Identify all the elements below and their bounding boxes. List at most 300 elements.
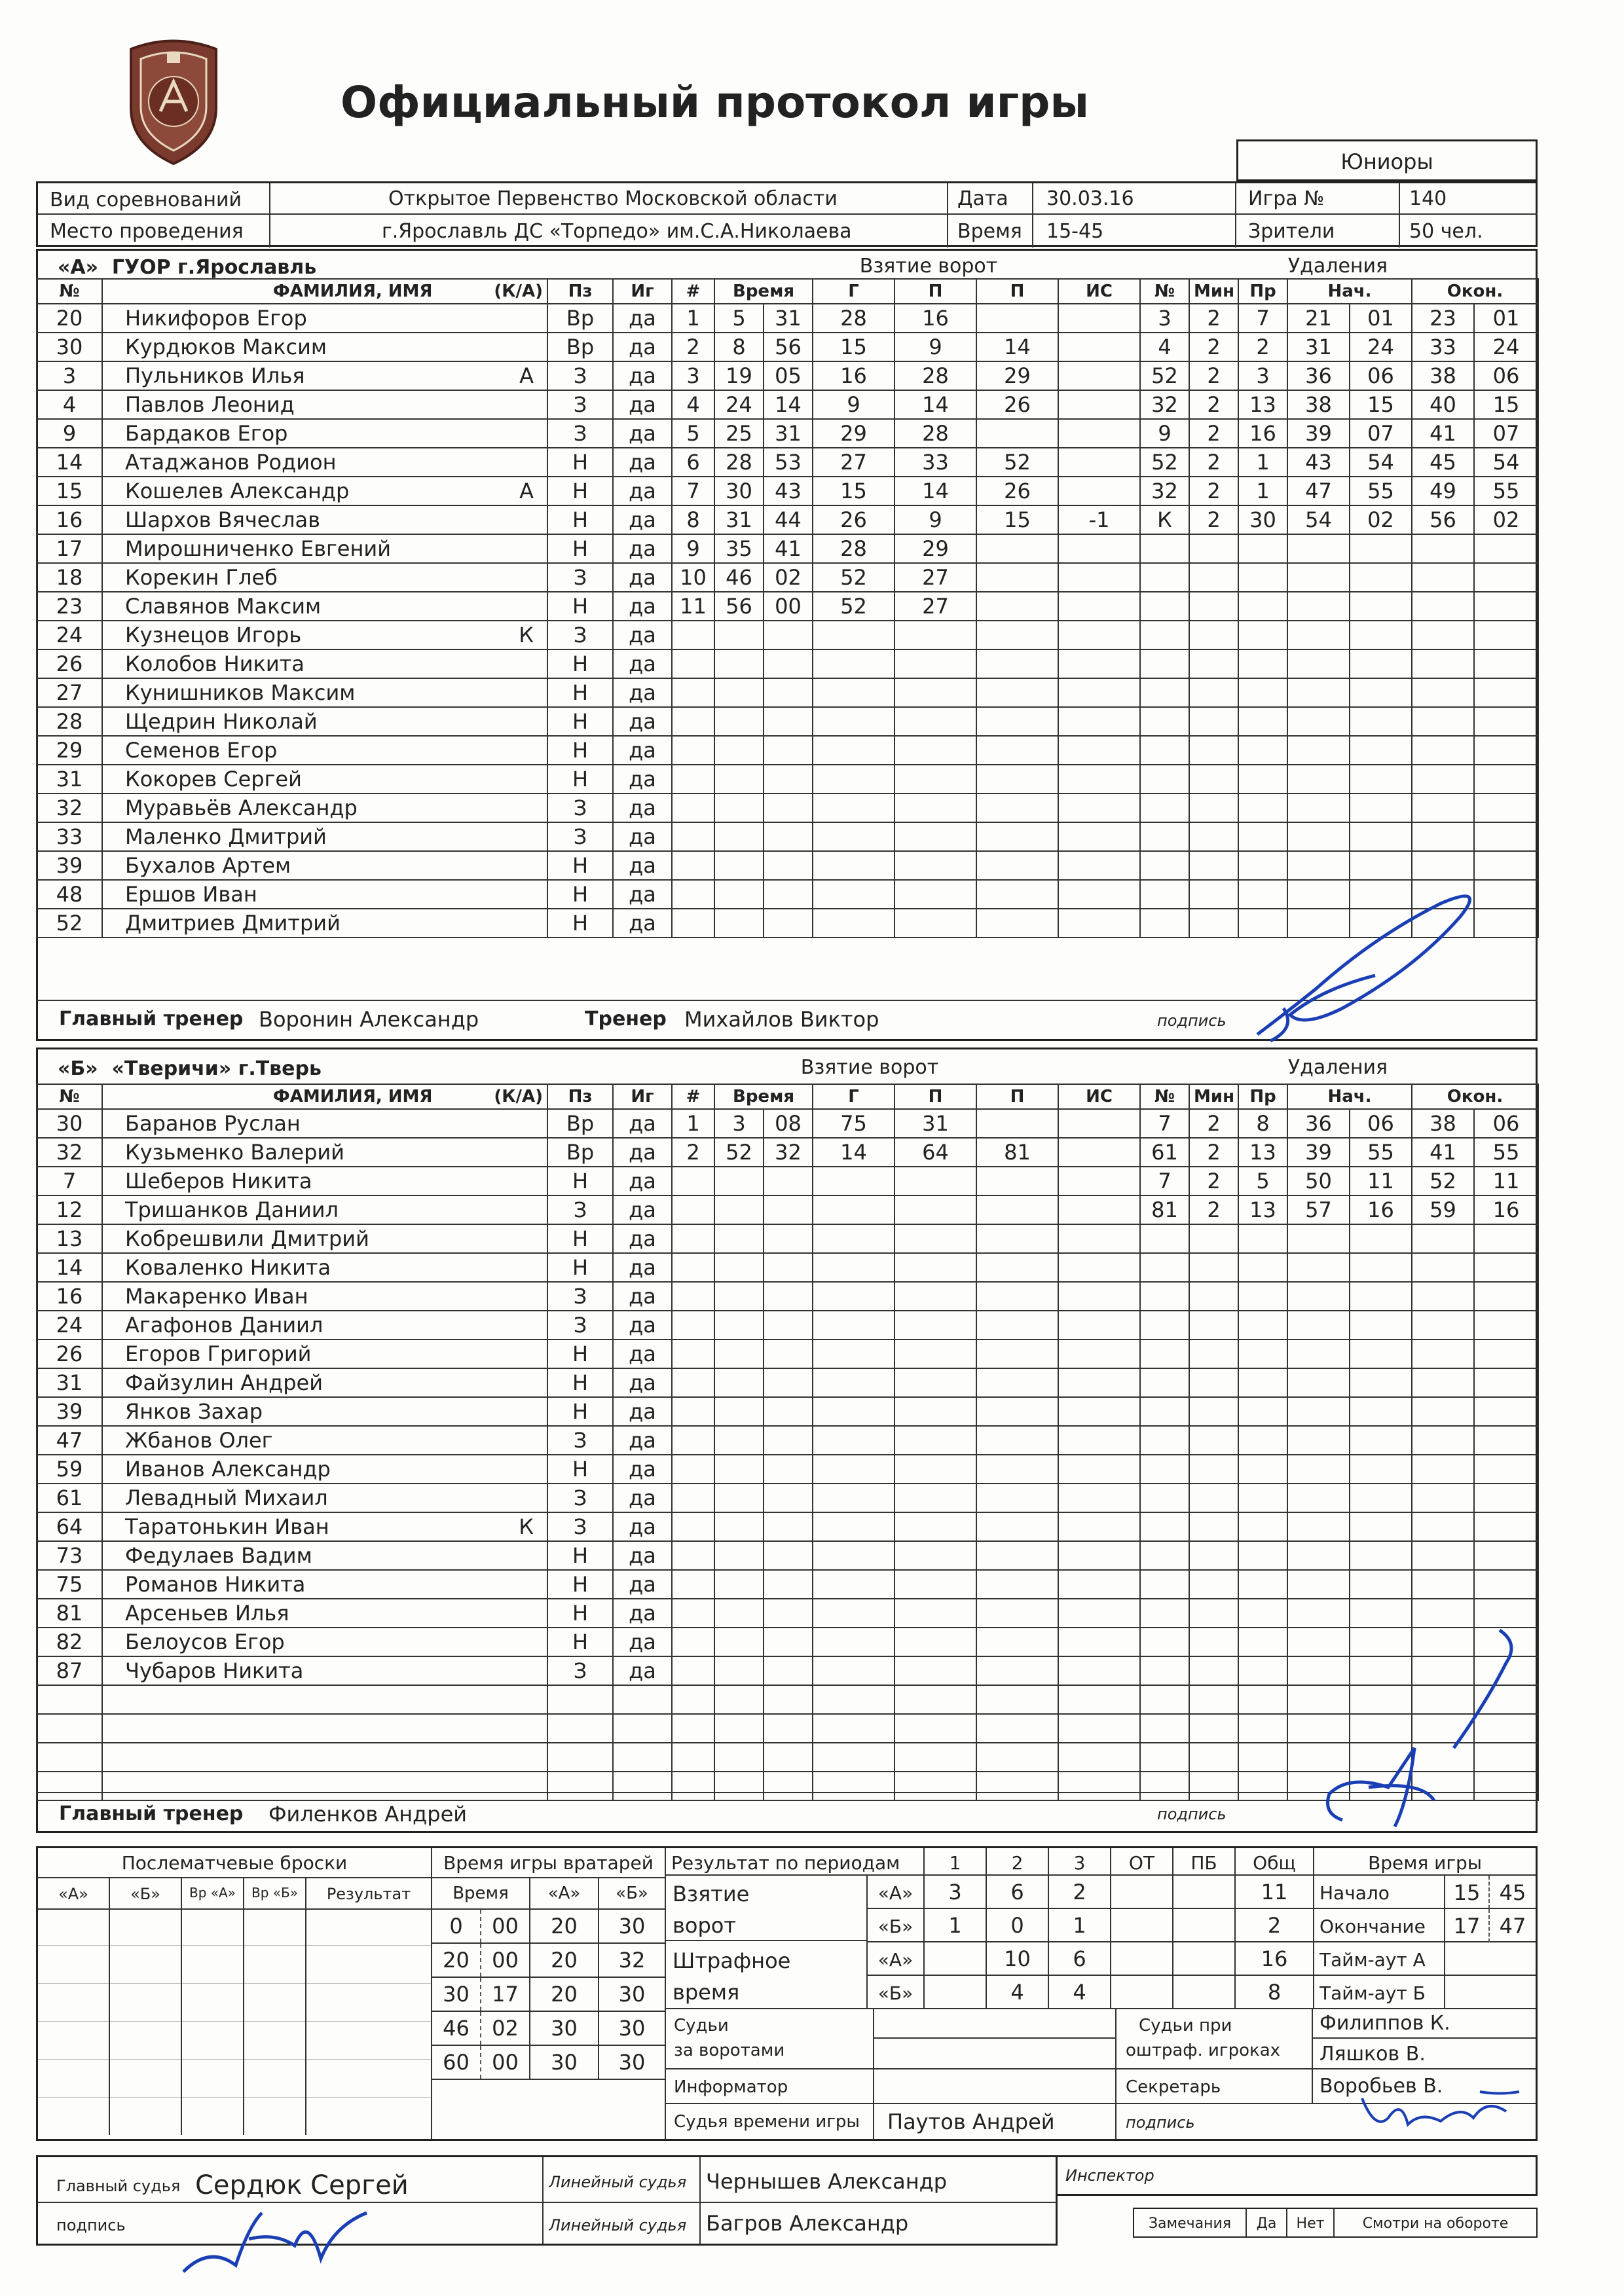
roster-row [37,1484,672,1512]
player-name-text: Кокорев Сергей [125,767,302,792]
penalty-start-sec [1350,793,1412,822]
shootout-cell [244,1945,306,1983]
remarks-yes[interactable]: Да [1247,2209,1287,2236]
goalie-a-number: 20 [530,1910,599,1942]
penalty-minutes [1189,1224,1238,1253]
timeout-b-label: Тайм-аут Б [1314,1976,1445,2009]
penalty-reason [1238,621,1287,649]
penalty-end-sec: 06 [1474,1109,1538,1138]
inspector-label: Инспектор [1065,2166,1154,2185]
penalty-reason [1238,1484,1287,1512]
goal-assist-2 [976,563,1058,592]
penalty-minutes [1189,1484,1238,1512]
time-value: 15-45 [1033,215,1236,247]
player-position: Н [547,534,613,563]
goalie-change-second: 00 [481,2046,530,2079]
period-value [1172,1942,1234,1975]
roster-row [37,1224,672,1253]
period-team-label: «А» [877,1882,913,1904]
player-number: 28 [37,707,102,736]
goal-scorer [813,793,895,822]
remarks-no[interactable]: Нет [1287,2209,1335,2236]
player-name [102,448,547,477]
goal-number [672,621,714,649]
period-value [1172,1909,1234,1941]
player-position: З [547,1512,613,1541]
goal-assist-2 [976,1656,1058,1685]
penalty-player [1140,1628,1189,1656]
goal-number: 8 [672,505,714,534]
penalty-minutes [1189,1570,1238,1599]
goal-second [764,1628,813,1656]
period-value [1110,1942,1172,1975]
penalty-end-sec: 11 [1474,1167,1538,1195]
goal-minute [714,1195,764,1224]
penalty-reason: 7 [1238,304,1287,333]
player-name-text: Тришанков Даниил [125,1197,339,1222]
goalie-time-row [432,1978,665,2012]
goal-situation [1058,1253,1140,1282]
goal-col-time: Время [714,1084,813,1109]
period-col-5: Общ [1234,1848,1313,1874]
roster-row [37,1311,672,1339]
penalty-end-min [1412,621,1474,649]
period-value: 4 [1048,1976,1110,2009]
penalty-row [1140,793,1538,822]
goal-minute [714,1541,764,1570]
player-name-text: Кузнецов Игорь [125,623,302,647]
goalie-time-header [432,1877,665,1910]
goal-assist-1: 14 [895,390,976,419]
penalty-start-min [1287,563,1350,592]
goal-scorer: 15 [813,333,895,361]
linesman-2-label: Линейный судья [549,2216,687,2234]
penalty-player [1140,1397,1189,1426]
penalty-start-min [1287,707,1350,736]
goal-minute [714,1339,764,1368]
penalty-end-min: 52 [1412,1167,1474,1195]
goal-second [764,1512,813,1541]
player-played: да [613,304,672,333]
player-name [102,1685,547,1714]
goal-row [672,534,1140,563]
roster-row [37,1397,672,1426]
penalty-player [1140,1599,1189,1628]
goal-minute [714,1397,764,1426]
goal-assist-1 [895,1224,976,1253]
goal-assist-2 [976,1743,1058,1772]
penalty-row [1140,534,1538,563]
team-a-roster [36,278,673,938]
goal-number: 2 [672,1138,714,1167]
goal-second: 43 [764,477,813,505]
goal-row [672,1541,1140,1570]
goal-assist-2 [976,621,1058,649]
penalty-minutes [1189,1541,1238,1570]
shootout-cell [244,1907,306,1945]
penalty-start-min [1287,1426,1350,1455]
player-position: Вр [547,1138,613,1167]
goal-row [672,1397,1140,1426]
goal-number [672,678,714,707]
team-a-sign-label: подпись [1157,1011,1227,1030]
goal-number [672,1311,714,1339]
shootout-cell [244,2021,306,2059]
competition-value: Открытое Первенство Московской области [270,183,948,215]
penalty-start-min: 36 [1287,1109,1350,1138]
player-number: 31 [37,1368,102,1397]
player-position: З [547,419,613,448]
period-pim-label-1: Штрафное [673,1948,791,1973]
goal-assist-1 [895,1743,976,1772]
roster-row [37,1743,672,1772]
goal-row [672,1311,1140,1339]
goal-situation [1058,1109,1140,1138]
penalty-row [1140,1167,1538,1195]
pen-col-reason: Пр [1238,279,1287,304]
penalty-start-sec: 01 [1350,304,1412,333]
penalty-player [1140,1512,1189,1541]
goal-assist-1: 27 [895,563,976,592]
goalie-time-row [432,2046,665,2080]
player-name [102,1455,547,1484]
penalty-player [1140,1484,1189,1512]
goal-situation [1058,1311,1140,1339]
game-value: 140 [1400,183,1538,215]
player-played: да [613,1656,672,1685]
goal-scorer: 14 [813,1138,895,1167]
player-position: Н [547,765,613,793]
player-played: да [613,765,672,793]
player-position: Н [547,1339,613,1368]
goal-number [672,1570,714,1599]
goal-assist-1: 31 [895,1109,976,1138]
roster-row [37,390,672,419]
penalty-row [1140,1224,1538,1253]
penalty-end-min [1412,1311,1474,1339]
team-b-name: «Тверичи» г.Тверь [111,1057,322,1080]
goal-assist-1 [895,1397,976,1426]
goal-second: 56 [764,333,813,361]
shootout-cell [306,1945,431,1983]
penalty-minutes: 2 [1189,419,1238,448]
penalty-minutes: 2 [1189,1109,1238,1138]
goal-row [672,1599,1140,1628]
goal-number [672,765,714,793]
player-role: К [519,1514,534,1539]
goal-second [764,1368,813,1397]
player-played: да [613,1484,672,1512]
roster-row [37,1599,672,1628]
penalty-start-sec: 16 [1350,1195,1412,1224]
player-played: да [613,1426,672,1455]
penalty-minutes [1189,851,1238,880]
penalty-minutes [1189,621,1238,649]
player-name-text: Агафонов Даниил [125,1313,323,1338]
penalty-minutes [1189,909,1238,938]
player-position: З [547,390,613,419]
period-value: 3 [923,1876,986,1908]
period-value: 0 [986,1909,1048,1941]
penalty-end-sec [1474,1512,1538,1541]
game-label: Игра № [1236,183,1400,215]
player-position: Н [547,477,613,505]
referee-signature [170,2187,380,2285]
team-b-letter: «Б» [58,1057,98,1080]
player-played: да [613,592,672,621]
penalty-row [1140,1195,1538,1224]
player-played: да [613,534,672,563]
player-played: да [613,1368,672,1397]
shootout-cell [38,1983,110,2021]
period-value [923,1976,986,2009]
penalty-start-min [1287,822,1350,851]
goal-assist-2 [976,1426,1058,1455]
goal-situation [1058,765,1140,793]
penalty-player [1140,1455,1189,1484]
penalty-minutes: 2 [1189,1167,1238,1195]
player-played: да [613,1195,672,1224]
penalty-player [1140,851,1189,880]
goal-assist-1 [895,1426,976,1455]
penalty-start-min [1287,649,1350,678]
goal-scorer: 52 [813,563,895,592]
penalty-start-min [1287,1512,1350,1541]
player-number: 30 [37,333,102,361]
roster-row [37,1339,672,1368]
team-a-letter: «А» [58,256,98,279]
goal-scorer [813,1339,895,1368]
player-played: да [613,851,672,880]
penalty-player [1140,592,1189,621]
player-name [102,1397,547,1426]
roster-row [37,304,672,333]
shootout-row [38,2021,431,2060]
player-number: 23 [37,592,102,621]
goal-col-assist2: П [976,279,1058,304]
player-position: Вр [547,304,613,333]
timekeeper-label: Судья времени игры [665,2104,874,2139]
penalty-player [1140,1570,1189,1599]
player-name-text: Федулаев Вадим [125,1543,312,1568]
penalty-reason [1238,1253,1287,1282]
period-value [1172,1876,1234,1908]
goal-situation [1058,1628,1140,1656]
penalty-reason [1238,736,1287,765]
player-position: Н [547,649,613,678]
player-name [102,851,547,880]
informer-value[interactable] [874,2069,1116,2104]
goal-row [672,1455,1140,1484]
shootout-cell [110,1983,182,2021]
venue-value: г.Ярославль ДС «Торпедо» им.С.А.Николаева [270,215,948,247]
penalty-player [1140,1685,1189,1714]
player-name-text: Бухалов Артем [125,853,291,878]
roster-row [37,333,672,361]
pen-col-min: Мин [1189,279,1238,304]
goalie-change-second: 00 [481,1944,530,1977]
goal-row [672,909,1140,938]
goal-assist-2 [976,736,1058,765]
player-name-text: Макаренко Иван [125,1284,308,1309]
penalty-judge-1: Филиппов К. [1313,2008,1536,2039]
shootout-cell [182,2059,244,2097]
goal-minute [714,1599,764,1628]
goal-situation [1058,1282,1140,1311]
penalty-end-min [1412,1455,1474,1484]
penalty-minutes: 2 [1189,477,1238,505]
shootout-cell [182,1907,244,1945]
penalty-end-sec: 01 [1474,304,1538,333]
penalty-end-min [1412,765,1474,793]
goal-situation [1058,390,1140,419]
penalty-minutes: 2 [1189,1195,1238,1224]
goal-assist-2: 52 [976,448,1058,477]
goal-number [672,1656,714,1685]
penalty-minutes [1189,736,1238,765]
goal-second [764,649,813,678]
penalty-end-min [1412,707,1474,736]
goal-assist-2: 29 [976,361,1058,390]
goal-scorer: 16 [813,361,895,390]
penalty-end-sec: 02 [1474,505,1538,534]
goal-row [672,1339,1140,1368]
shootout-cell [306,2021,431,2059]
period-value [923,1942,986,1975]
goal-scorer [813,1484,895,1512]
player-position: Н [547,678,613,707]
penalty-minutes [1189,1714,1238,1743]
goal-assist-2 [976,1541,1058,1570]
goal-minute: 24 [714,390,764,419]
goal-assist-2 [976,419,1058,448]
player-position [547,1743,613,1772]
team-a-coach: Михайлов Виктор [684,1007,879,1032]
player-position: Н [547,736,613,765]
player-name [102,361,547,390]
penalty-start-sec: 11 [1350,1167,1412,1195]
penalty-row [1140,649,1538,678]
goals-header [672,279,1140,304]
goal-assist-2: 14 [976,333,1058,361]
player-name-text: Ершов Иван [125,882,257,907]
penalty-player [1140,1714,1189,1743]
player-position: Н [547,1570,613,1599]
player-name [102,1195,547,1224]
period-pim-label-2: время [673,1980,740,2005]
goal-assist-1 [895,1685,976,1714]
penalty-end-sec [1474,534,1538,563]
penalty-start-sec [1350,649,1412,678]
penalty-minutes [1189,1282,1238,1311]
player-name [102,534,547,563]
penalty-start-sec [1350,621,1412,649]
goal-assist-2: 26 [976,477,1058,505]
pen-col-num: № [1140,1084,1189,1109]
player-name [102,505,547,534]
goalie-b-number: 30 [618,2016,646,2041]
penalty-minutes [1189,1656,1238,1685]
goal-assist-2 [976,1628,1058,1656]
roster-row [37,822,672,851]
goal-col-scorer: Г [813,1084,895,1109]
goal-scorer [813,1599,895,1628]
goal-assist-1 [895,1628,976,1656]
player-name-text: Баранов Руслан [125,1111,301,1136]
goal-assist-1 [895,793,976,822]
player-number: 24 [37,621,102,649]
penalty-minutes [1189,1628,1238,1656]
goal-second: 14 [764,390,813,419]
penalty-reason [1238,1512,1287,1541]
player-name-text: Никифоров Егор [125,306,307,331]
penalty-reason: 1 [1238,448,1287,477]
penalty-start-sec: 24 [1350,333,1412,361]
player-position: З [547,621,613,649]
goal-number: 3 [672,361,714,390]
player-name [102,736,547,765]
referee-label: Главный судья [56,2177,181,2195]
player-number: 7 [37,1167,102,1195]
goal-minute: 19 [714,361,764,390]
roster-row [37,592,672,621]
goal-scorer: 28 [813,534,895,563]
goal-row [672,1426,1140,1455]
period-value [1110,1976,1172,2009]
goal-second [764,1541,813,1570]
goal-second [764,678,813,707]
goalie-b-number: 30 [618,1914,646,1939]
goal-number [672,1224,714,1253]
goal-minute [714,793,764,822]
goalie-a-number: 30 [530,2046,599,2079]
penalty-reason [1238,822,1287,851]
col-name [102,1084,547,1109]
goal-minute [714,1426,764,1455]
goal-situation [1058,333,1140,361]
player-number: 20 [37,304,102,333]
penalty-player [1140,649,1189,678]
penalty-end-min [1412,678,1474,707]
goal-scorer [813,1167,895,1195]
player-position: Н [547,1167,613,1195]
player-played: да [613,390,672,419]
goal-scorer [813,1570,895,1599]
penalty-end-min [1412,793,1474,822]
player-name [102,1426,547,1455]
game-start-hour: 15 [1445,1876,1490,1909]
player-played: да [613,1253,672,1282]
penalty-row [1140,1397,1538,1426]
periods-header [923,1848,1313,1874]
goal-assist-1 [895,1167,976,1195]
player-played: да [613,909,672,938]
penalty-end-sec [1474,793,1538,822]
goal-situation: -1 [1058,505,1140,534]
player-name-text: Корекин Глеб [125,565,278,590]
player-name-text: Курдюков Максим [125,335,327,359]
goal-judge-2[interactable] [874,2039,1116,2069]
penalty-player [1140,793,1189,822]
game-time-title: Время игры [1368,1852,1482,1874]
penalty-reason [1238,678,1287,707]
penalty-end-sec [1474,736,1538,765]
penalty-row [1140,621,1538,649]
goal-minute [714,1570,764,1599]
roster-row [37,1541,672,1570]
player-name-text: Белоусов Егор [125,1630,285,1654]
goal-judge-1[interactable] [874,2008,1116,2039]
